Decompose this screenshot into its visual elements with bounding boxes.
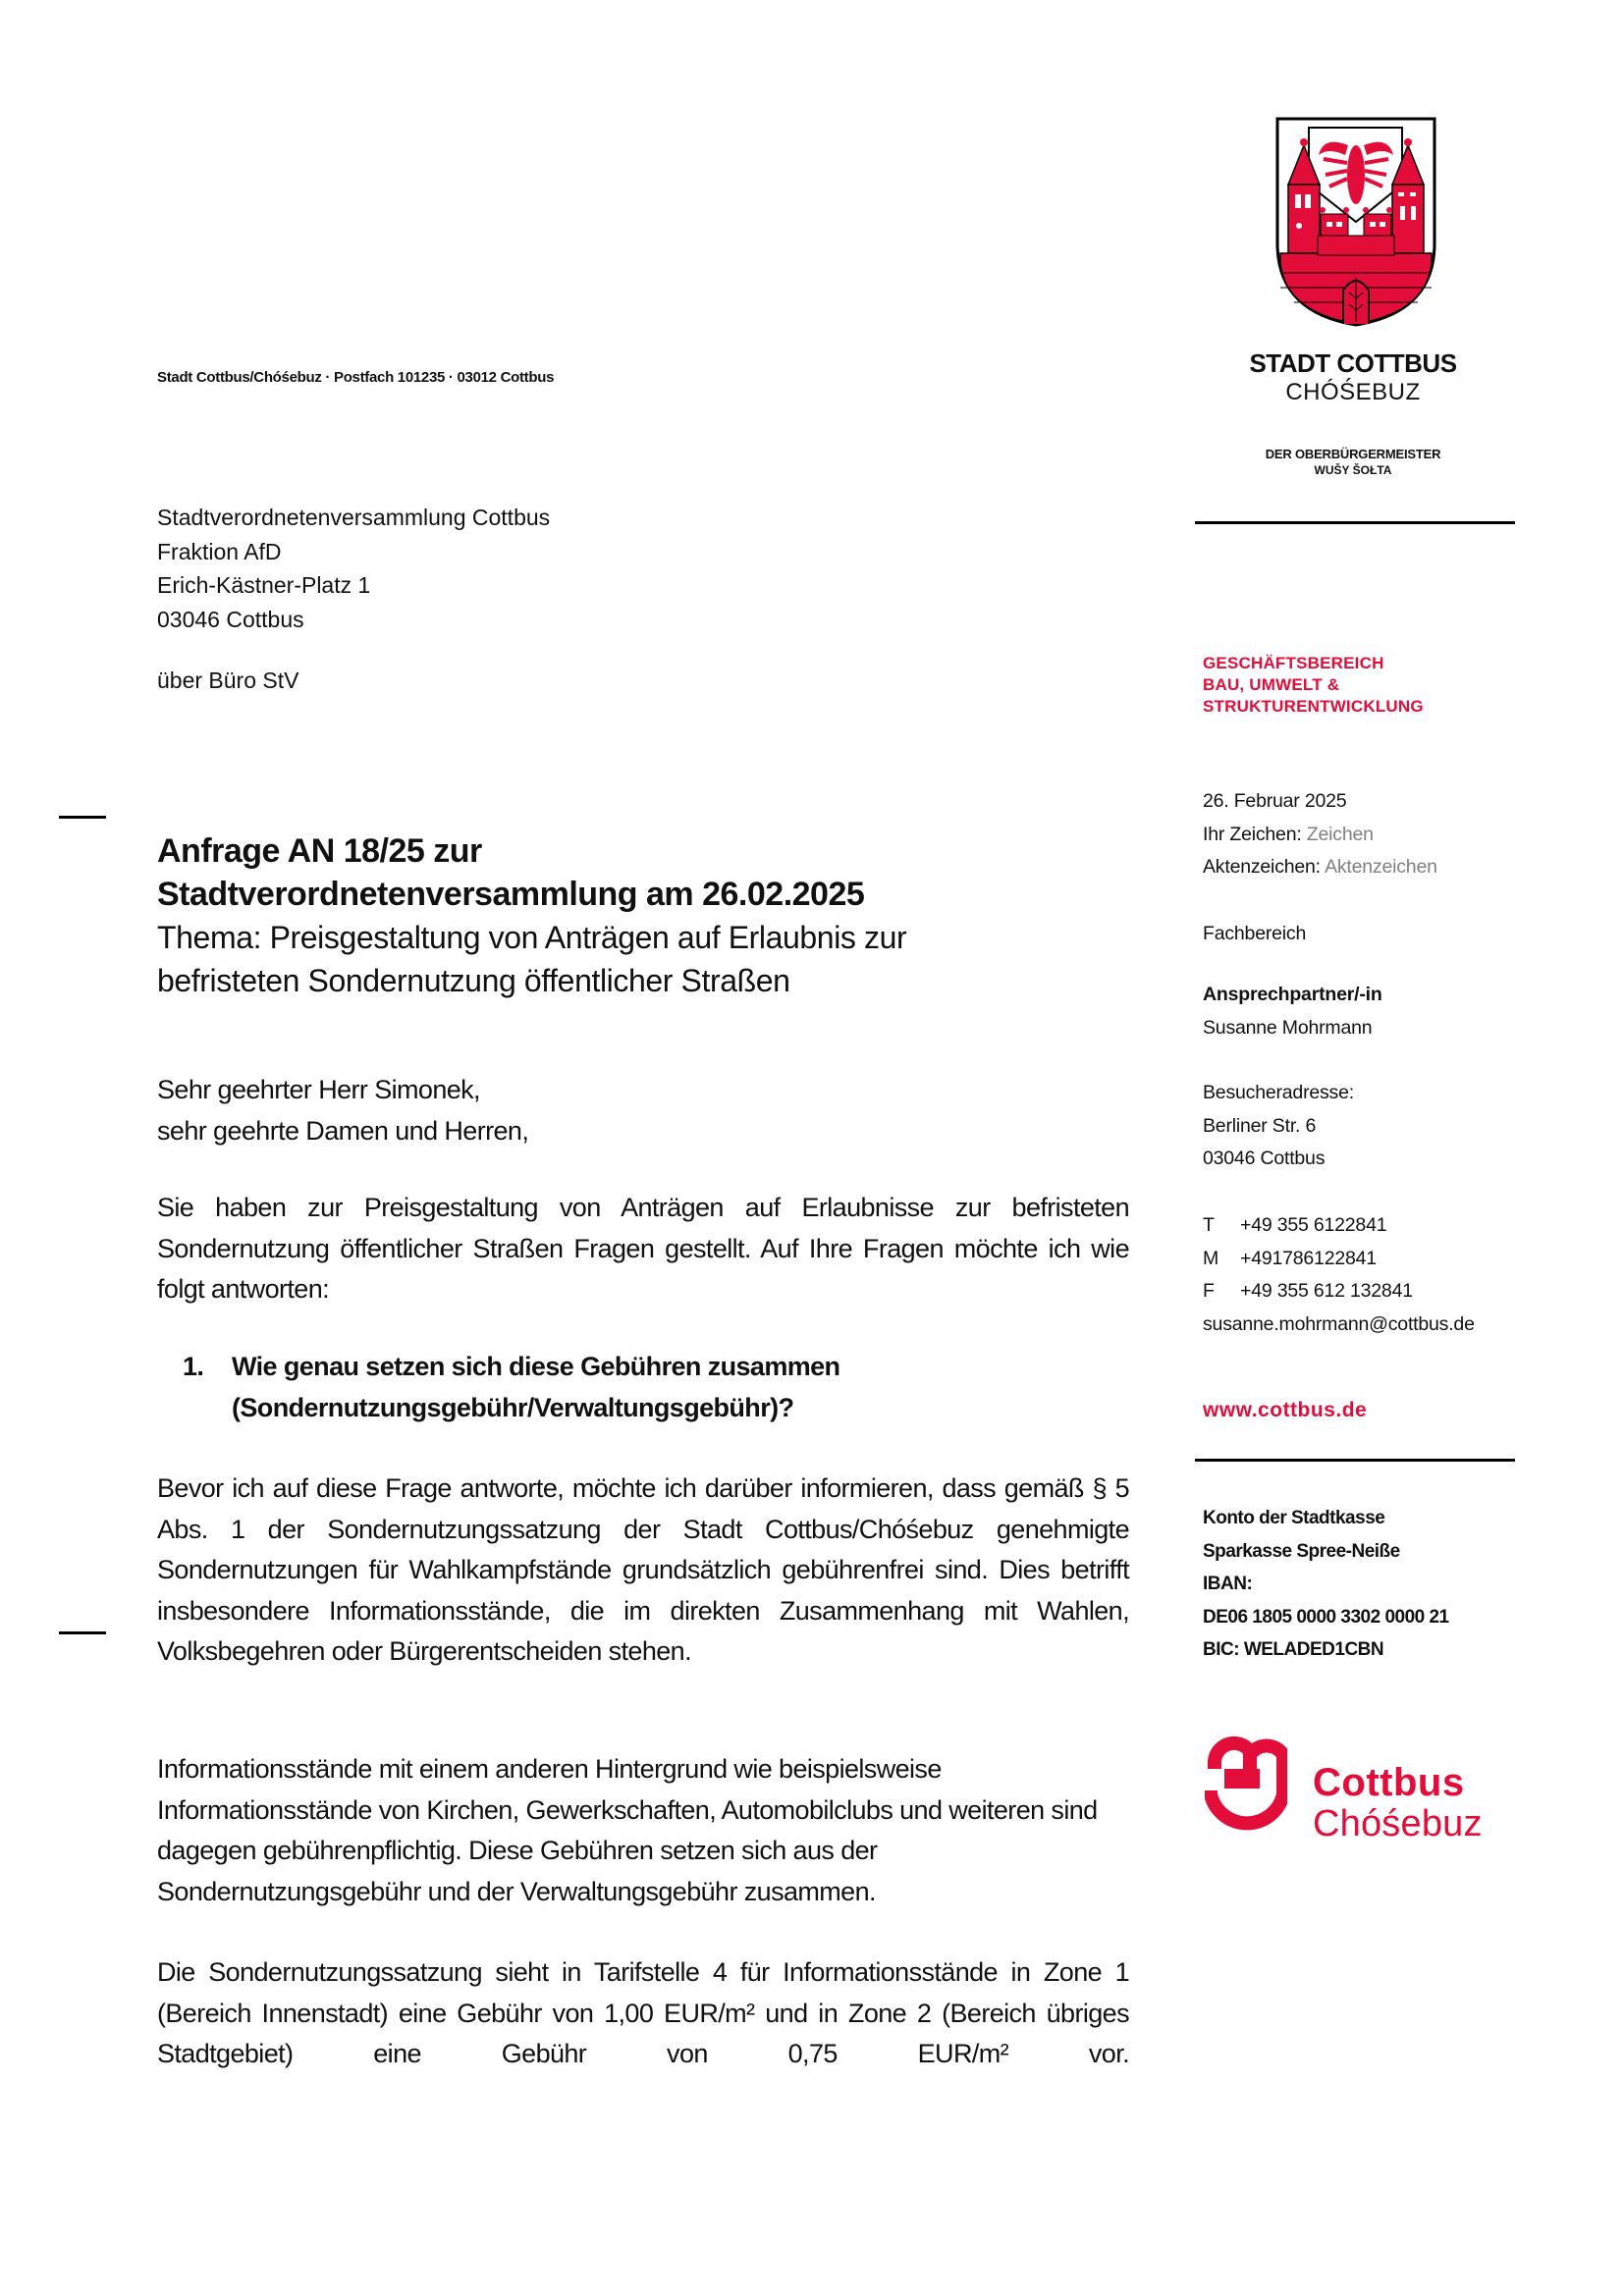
phone-row	[1203, 1209, 1475, 1243]
organisation-name	[1211, 348, 1495, 407]
recipient-line: Fraktion AfD	[157, 538, 282, 564]
contact-label: Ansprechpartner/-in	[1203, 984, 1382, 1005]
cottbus-brand-icon	[1205, 1726, 1287, 1840]
heading-title: Anfrage AN 18/25 zur	[157, 832, 482, 870]
coat-of-arms-icon	[1274, 116, 1437, 328]
recipient-line: Erich-Kästner-Platz 1	[157, 572, 371, 598]
phone-label: T	[1203, 1214, 1215, 1236]
bank-line: IBAN:	[1203, 1574, 1253, 1594]
question-number: 1.	[183, 1352, 204, 1381]
email-link[interactable]: susanne.mohrmann@cottbus.de	[1203, 1312, 1475, 1335]
bank-details	[1203, 1502, 1449, 1667]
department-line: GESCHÄFTSBEREICH	[1203, 654, 1384, 672]
salutation	[157, 1070, 1129, 1151]
bank-line: Konto der Stadtkasse	[1203, 1508, 1385, 1528]
question-1	[183, 1347, 1115, 1428]
letter-metadata	[1203, 785, 1437, 884]
recipient-via: über Büro StV	[157, 667, 299, 693]
org-name-line: STADT COTTBUS	[1249, 348, 1457, 378]
department-line: BAU, UMWELT &	[1203, 675, 1340, 694]
department-name	[1203, 653, 1424, 718]
your-reference-label: Ihr Zeichen:	[1203, 823, 1302, 845]
mobile-number[interactable]: +491786122841	[1240, 1247, 1377, 1269]
fax-label: F	[1203, 1280, 1215, 1302]
intro-paragraph	[157, 1188, 1129, 1310]
mayor-line: WUŠY ŠOŁTA	[1314, 463, 1392, 477]
paragraph-text: Sie haben zur Preisgestaltung von Anträgen auf Erlaubnisse zur befristeten Sondernutzung öffentlicher Straßen Fragen gestellt. Auf Ihre Fragen möchte ich wie folgt antworten:	[157, 1193, 1129, 1304]
sidebar-divider	[1195, 1459, 1515, 1462]
sidebar-divider	[1195, 521, 1515, 524]
your-reference	[1203, 819, 1437, 852]
salutation-line: Sehr geehrter Herr Simonek,	[157, 1075, 480, 1104]
org-name-line: CHÓŚEBUZ	[1285, 379, 1421, 405]
visitor-city: 03046 Cottbus	[1203, 1148, 1326, 1169]
paragraph-text: Die Sondernutzungssatzung sieht in Tarifstelle 4 für Informationsstände in Zone 1 (Bereich Innenstadt) eine Gebühr von 1,00 EUR/m² und in Zone 2 (Bereich übriges Stadtgebiet) eine Gebühr von 0,75 EUR/m² vor.	[157, 1957, 1129, 2068]
bank-line: Sparkasse Spree-Neiße	[1203, 1540, 1400, 1562]
sender-return-address: Stadt Cottbus/Chóśebuz · Postfach 101235 · 03012 Cottbus	[157, 369, 555, 386]
letter-date: 26. Februar 2025	[1203, 790, 1347, 812]
recipient-line: 03046 Cottbus	[157, 606, 304, 632]
paragraph-text: Bevor ich auf diese Frage antworte, möchte ich darüber informieren, dass gemäß § 5 Abs. 1 der Sondernutzungssatzung der Stadt Cottbus/Chóśebuz genehmigte Sondernutzungen für Wahlkampfstände grundsätzlich gebührenfrei sind. Dies betrifft insbesondere Informationsstände, die im direkten Zusammenhang mit Wahlen, Volksbegehren oder Bürgerentscheiden stehen.	[157, 1473, 1129, 1666]
letter-heading	[157, 829, 1139, 1002]
file-reference-value: Aktenzeichen	[1325, 856, 1437, 878]
visitor-label: Besucheradresse:	[1203, 1082, 1354, 1103]
answer-paragraph-3	[157, 1952, 1129, 2075]
answer-paragraph-2	[157, 1749, 1129, 1912]
file-reference-label: Aktenzeichen:	[1203, 856, 1321, 878]
contact-name: Susanne Mohrmann	[1203, 1016, 1373, 1039]
paragraph-text: Informationsstände mit einem anderen Hintergrund wie beispielsweise Informationsstände von Kirchen, Gewerkschaften, Automobilclubs und weiteren sind dagegen gebührenpflichtig. Diese Gebühren setzen sich aus der Sondernutzungsgebühr und der Verwaltungsgebühr zusammen.	[157, 1754, 1098, 1906]
fachbereich: Fachbereich	[1203, 923, 1307, 944]
question-text: Wie genau setzen sich diese Gebühren zusammen	[232, 1352, 840, 1381]
answer-paragraph-1	[157, 1468, 1129, 1673]
visitor-street: Berliner Str. 6	[1203, 1114, 1317, 1137]
fold-mark-middle	[59, 1631, 106, 1634]
fax-number: +49 355 612 132841	[1240, 1280, 1413, 1302]
visitor-address	[1203, 1077, 1354, 1176]
contact-person	[1203, 979, 1382, 1044]
phone-number[interactable]: +49 355 6122841	[1240, 1214, 1387, 1236]
mayor-line: DER OBERBÜRGERMEISTER	[1265, 447, 1441, 461]
heading-title: Stadtverordnetenversammlung am 26.02.2025	[157, 876, 865, 913]
salutation-line: sehr geehrte Damen und Herren,	[157, 1115, 529, 1146]
website-link[interactable]: www.cottbus.de	[1203, 1399, 1368, 1421]
brand-wordmark	[1313, 1762, 1483, 1844]
your-reference-value: Zeichen	[1306, 823, 1374, 845]
file-reference	[1203, 851, 1437, 884]
fax-row	[1203, 1275, 1475, 1308]
heading-topic: Thema: Preisgestaltung von Anträgen auf Erlaubnis zur	[157, 920, 907, 955]
fold-mark-top	[59, 816, 106, 819]
recipient-address	[157, 501, 550, 636]
recipient-line: Stadtverordnetenversammlung Cottbus	[157, 505, 551, 530]
department-line: STRUKTURENTWICKLUNG	[1203, 697, 1424, 716]
question-text: (Sondernutzungsgebühr/Verwaltungsgebühr)?	[232, 1392, 794, 1422]
heading-topic: befristeten Sondernutzung öffentlicher Straßen	[157, 963, 790, 998]
brand-line: Chóśebuz	[1313, 1803, 1483, 1844]
brand-line: Cottbus	[1313, 1761, 1465, 1804]
mobile-label: M	[1203, 1247, 1219, 1269]
bic-value: BIC: WELADED1CBN	[1203, 1639, 1384, 1660]
iban-value: DE06 1805 0000 3302 0000 21	[1203, 1606, 1449, 1628]
contact-numbers	[1203, 1209, 1475, 1341]
mobile-row	[1203, 1243, 1475, 1276]
mayor-title	[1211, 447, 1495, 478]
